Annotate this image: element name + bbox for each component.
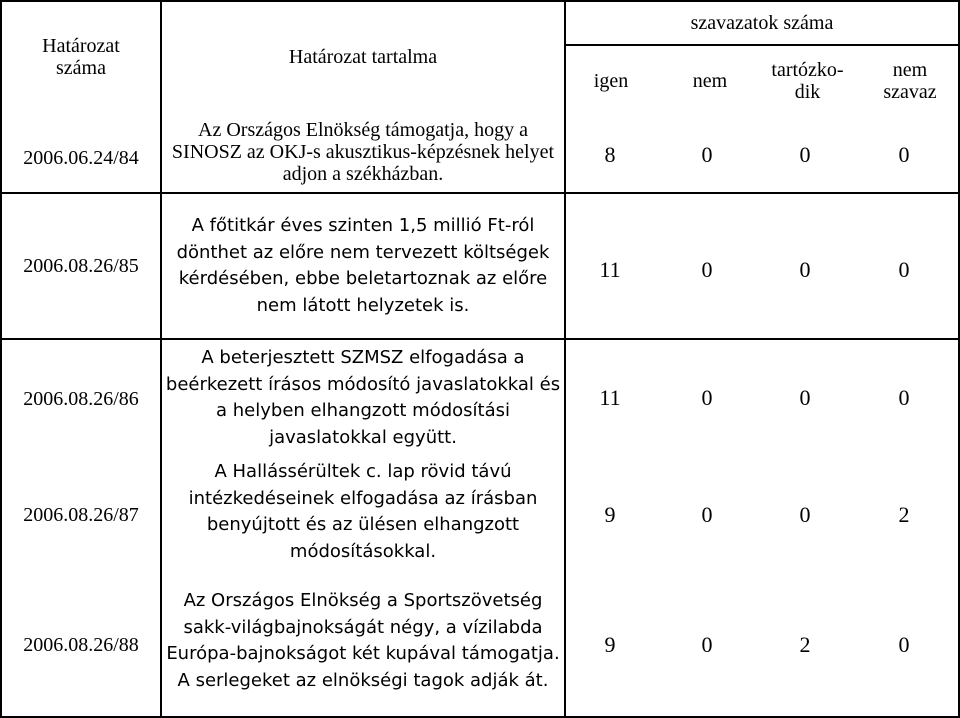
header-not-voting: nem szavaz xyxy=(883,59,937,103)
header-votes-group: szavazatok száma xyxy=(690,12,834,34)
decision-number: 2006.08.26/87 xyxy=(23,504,139,526)
grid-line xyxy=(0,338,960,340)
votes-yes: 9 xyxy=(604,502,616,527)
decision-content: Az Országos Elnökség a Sportszövetség sakk-világbajnokságát négy, a vízilabda Európa-bajnokságot két kupával támogatja. A serlegeket az elnökségi tagok adják át. xyxy=(166,590,560,691)
votes-abstain: 0 xyxy=(799,257,811,282)
votes-yes: 11 xyxy=(599,385,621,410)
votes-no: 0 xyxy=(701,142,713,167)
decision-number: 2006.08.26/88 xyxy=(23,634,139,656)
votes-abstain: 2 xyxy=(799,632,811,657)
decision-number: 2006.06.24/84 xyxy=(23,147,139,169)
decision-content: A beterjesztett SZMSZ elfogadása a beérkezett írásos módosító javaslatokkal és a helyben elhangzott módosítási javaslatokkal együtt. xyxy=(165,347,561,448)
votes-no: 0 xyxy=(701,502,713,527)
header-yes: igen xyxy=(593,70,629,92)
votes-not-voting: 0 xyxy=(898,257,910,282)
votes-no: 0 xyxy=(701,632,713,657)
header-abstain: tartózko-dik xyxy=(771,59,844,103)
votes-no: 0 xyxy=(701,385,713,410)
votes-yes: 11 xyxy=(599,257,621,282)
header-decision-content: Határozat tartalma xyxy=(288,46,438,68)
votes-not-voting: 0 xyxy=(898,385,910,410)
votes-not-voting: 2 xyxy=(898,502,910,527)
votes-abstain: 0 xyxy=(799,502,811,527)
decision-content: A főtitkár éves szinten 1,5 millió Ft-ról dönthet az előre nem tervezett költségek kérdésében, ebbe beletartoznak az előre nem látott helyzetek is. xyxy=(176,215,550,316)
votes-abstain: 0 xyxy=(799,142,811,167)
header-no: nem xyxy=(692,70,728,92)
votes-yes: 8 xyxy=(604,142,616,167)
decision-content: Az Országos Elnökség támogatja, hogy a SINOSZ az OKJ-s akusztikus-képzésnek helyet adjon a székházban. xyxy=(171,119,555,185)
votes-not-voting: 0 xyxy=(898,632,910,657)
decision-number: 2006.08.26/85 xyxy=(23,255,139,277)
votes-yes: 9 xyxy=(604,632,616,657)
votes-abstain: 0 xyxy=(799,385,811,410)
votes-not-voting: 0 xyxy=(898,142,910,167)
decision-number: 2006.08.26/86 xyxy=(23,388,139,410)
header-decision-number: Határozat száma xyxy=(42,35,120,79)
decision-content: A Hallássérültek c. lap rövid távú intézkedéseinek elfogadása az írásban benyújtott és az ülésen elhangzott módosításokkal. xyxy=(188,461,538,562)
votes-no: 0 xyxy=(701,257,713,282)
